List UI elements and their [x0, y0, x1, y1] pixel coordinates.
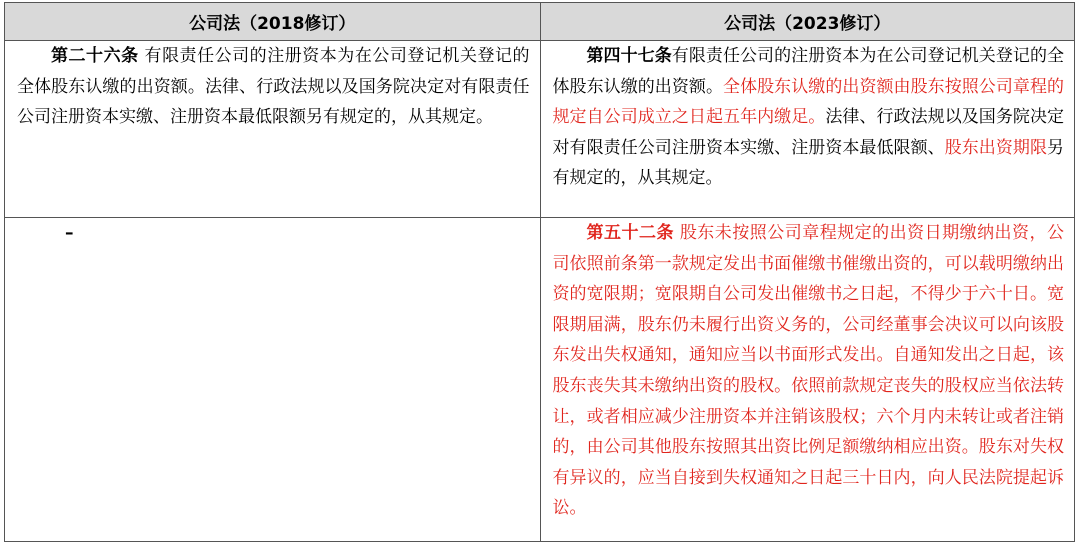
article-paragraph	[553, 218, 1065, 524]
article-paragraph	[17, 41, 530, 133]
cell-new-article-52	[540, 218, 1075, 542]
article-text: 法律、行政法规以及国务院决定对有限责任公司注册资本实缴、注册资本最低限额、	[552, 107, 1065, 158]
header-old-law: 公司法（2018修订）	[5, 3, 541, 41]
article-number: 第二十六条	[51, 46, 139, 66]
comparison-table	[4, 2, 1075, 542]
added-text: 股东未按照公司章程规定的出资日期缴纳出资，公司依照前条第一款规定发出书面催缴书催缴出资的，可以载明缴纳出资的宽限期；宽限期自公司发出催缴书之日起，不得少于六十日。宽限期届满，股东仍未履行出资义务的，公司经董事会决议可以向该股东发出失权通知，通知应当以书面形式发出。自通知发出之日起，该股东丧失其未缴纳出资的股权。依照前款规定丧失的股权应当依法转让，或者相应减少注册资本并注销该股权；六个月内未转让或者注销的，由公司其他股东按照其出资比例足额缴纳相应出资。股东对失权有异议的，应当自接到失权通知之日起三十日内，向人民法院提起诉讼。	[552, 223, 1065, 519]
added-text: 全体股东认缴的出资额由股东按照公司章程的规定自公司成立之日起五年内缴足。	[552, 76, 1065, 128]
header-row	[5, 3, 1075, 41]
cell-old-empty	[5, 218, 541, 542]
article-text: 另有规定的，从其规定。	[552, 137, 1065, 189]
added-text: 股东出资期限	[944, 137, 1048, 158]
article-number: 第四十七条	[586, 46, 672, 66]
table-row	[5, 218, 1075, 542]
no-provision-placeholder: –	[65, 223, 74, 243]
cell-new-article-47	[540, 41, 1075, 218]
article-text: 有限责任公司的注册资本为在公司登记机关登记的全体股东认缴的出资额。法律、行政法规以及国务院决定对有限责任公司注册资本实缴、注册资本最低限额另有规定的，从其规定。	[17, 46, 530, 128]
header-new-law: 公司法（2023修订）	[540, 3, 1075, 41]
table-row	[5, 41, 1075, 218]
article-text: 有限责任公司的注册资本为在公司登记机关登记的全体股东认缴的出资额。	[552, 46, 1065, 97]
cell-old-article-26	[5, 41, 541, 218]
article-number: 第五十二条	[586, 223, 674, 243]
article-paragraph	[553, 41, 1065, 194]
